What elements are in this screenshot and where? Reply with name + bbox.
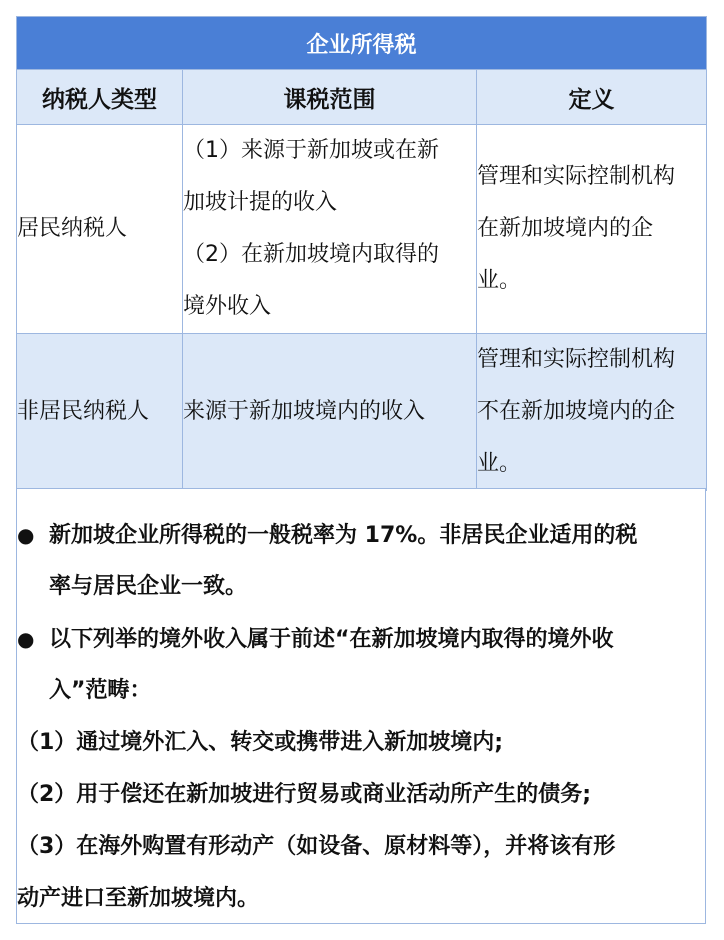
bullet-icon: ● [17, 523, 35, 547]
definition-line: 管理和实际控制机构 [477, 164, 676, 189]
header-tax-scope: 课税范围 [183, 70, 477, 125]
definition-line: 业。 [477, 268, 522, 293]
table-row [17, 125, 707, 334]
bullet-icon: ● [17, 627, 35, 651]
scope-line: （1）来源于新加坡或在新 [183, 138, 439, 163]
header-taxpayer-type: 纳税人类型 [17, 70, 183, 125]
note-line: ● 以下列举的境外收入属于前述“在新加坡境内取得的境外收 [17, 613, 613, 666]
note-line: 率与居民企业一致。 [49, 574, 248, 599]
note-line: 入”范畴： [49, 678, 152, 703]
cell-scope: 来源于新加坡境内的收入 [183, 334, 477, 491]
header-definition: 定义 [477, 70, 707, 125]
cell-scope [183, 125, 477, 334]
definition-line: 在新加坡境内的企 [477, 216, 654, 241]
table-header-row [17, 70, 707, 125]
cell-definition [477, 334, 707, 491]
scope-line: 加坡计提的收入 [183, 190, 338, 215]
note-item: （3）在海外购置有形动产（如设备、原材料等），并将该有形 [17, 834, 616, 859]
scope-line: （2）在新加坡境内取得的 [183, 242, 439, 267]
scope-line: 境外收入 [183, 294, 272, 319]
notes-box [16, 488, 706, 924]
definition-line: 业。 [477, 451, 522, 476]
tax-table [16, 16, 707, 491]
note-item: （1）通过境外汇入、转交或携带进入新加坡境内; [17, 730, 504, 755]
table-row [17, 334, 707, 491]
note-line: ● 新加坡企业所得税的一般税率为 17%。非居民企业适用的税 [17, 509, 637, 562]
cell-type: 居民纳税人 [17, 125, 183, 334]
cell-type: 非居民纳税人 [17, 334, 183, 491]
note-item: （2）用于偿还在新加坡进行贸易或商业活动所产生的债务; [17, 782, 592, 807]
cell-definition [477, 125, 707, 334]
table-title-row [17, 17, 707, 70]
table-title: 企业所得税 [17, 17, 707, 70]
note-item: 动产进口至新加坡境内。 [17, 886, 260, 911]
definition-line: 管理和实际控制机构 [477, 347, 676, 372]
definition-line: 不在新加坡境内的企 [477, 399, 676, 424]
